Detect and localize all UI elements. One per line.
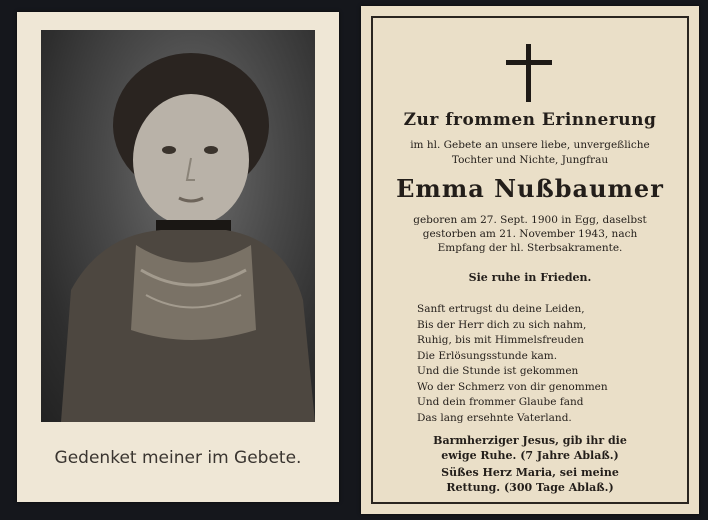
deceased-name: Emma Nußbaumer (396, 174, 664, 203)
poem-line: Und die Stunde ist gekommen (417, 365, 579, 377)
sacraments-line: Empfang der hl. Sterbsakramente. (437, 242, 623, 254)
memorial-text-card (361, 6, 699, 514)
memorial-photo-card (17, 12, 339, 502)
poem-line: Ruhig, bis mit Himmelsfreuden (417, 334, 584, 346)
prayer-2-line-1: Süßes Herz Maria, sei meine (441, 466, 619, 479)
caption-text: Gedenket meiner im Gebete. (54, 448, 302, 468)
death-line: gestorben am 21. November 1943, nach (422, 228, 638, 240)
portrait-photo (41, 30, 315, 422)
poem-line: Wo der Schmerz von dir genommen (417, 380, 608, 393)
prayer-2-line-2: Rettung. (300 Tage Ablaß.) (446, 481, 614, 494)
poem-line: Bis der Herr dich zu sich nahm, (417, 318, 587, 331)
cross-icon (506, 44, 552, 102)
poem (417, 302, 608, 426)
poem-line: Sanft ertrugst du deine Leiden, (417, 303, 585, 315)
poem-line: Und dein frommer Glaube fand (417, 396, 584, 408)
intro-line-2: Tochter und Nichte, Jungfrau (451, 154, 609, 166)
portrait-illustration (41, 30, 315, 422)
intro-line-1: im hl. Gebete an unsere liebe, unvergeßliche (410, 139, 650, 151)
rest-in-peace: Sie ruhe in Frieden. (468, 271, 592, 284)
prayer-1-line-2: ewige Ruhe. (7 Jahre Ablaß.) (441, 449, 619, 462)
birth-line: geboren am 27. Sept. 1900 in Egg, daselbst (413, 214, 647, 226)
poem-line: Das lang ersehnte Vaterland. (417, 411, 572, 424)
heading: Zur frommen Erinnerung (403, 110, 657, 130)
poem-line: Die Erlösungsstunde kam. (417, 349, 558, 362)
prayer-1-line-1: Barmherziger Jesus, gib ihr die (433, 434, 627, 447)
